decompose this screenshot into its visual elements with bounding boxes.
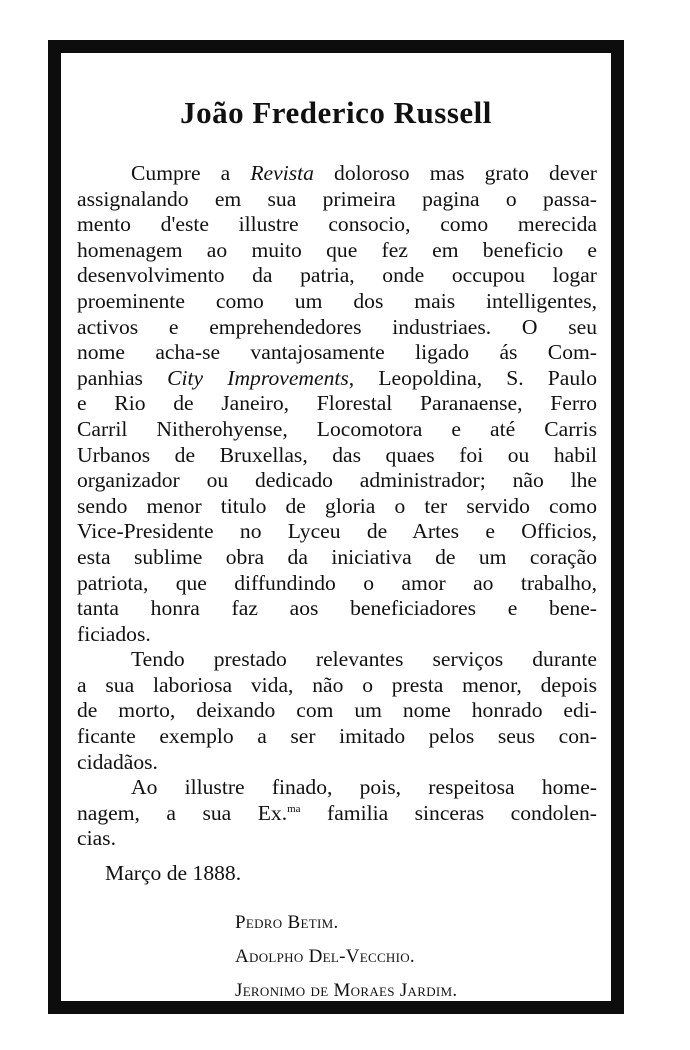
text-line: nome acha-se vantajosamente ligado ás Com- [77,340,597,365]
text-line: tanta honra faz aos beneficiadores e bene- [77,596,597,621]
text-line: Cumpre a Revista doloroso mas grato dever [131,161,598,185]
text-line: organizador ou dedicado administrador; não lhe [77,468,597,493]
text-line: Tendo prestado relevantes serviços durante [131,647,597,672]
text-line: homenagem ao muito que fez em beneficio e [77,237,597,262]
text-line: activos e emprehendedores industriaes. O seu [77,314,597,339]
text-line: Ao illustre finado, pois, respeitosa home- [131,775,597,800]
mourning-border [48,40,624,1014]
text-line: sendo menor titulo de gloria o ter servido como [77,493,597,518]
signature-name: Jeronimo de Moraes Jardim. [235,980,458,1001]
signature-name: Adolpho Del-Vecchio. [235,946,415,967]
text-line: esta sublime obra da iniciativa de um coração [77,544,597,569]
text-line: cidadãos. [77,749,158,774]
text-line: mento d'este illustre consocio, como merecida [77,212,597,237]
text-line: Carril Nitherohyense, Locomotora e até Carris [77,416,597,441]
signature-block [235,906,457,1008]
text-line: desenvolvimento da patria, onde occupou logar [77,263,597,288]
text-line: panhias City Improvements, Leopoldina, S. Paulo [77,365,597,390]
signature-name: Pedro Betim. [235,912,339,933]
text-line: Vice-Presidente no Lyceu de Artes e Officios, [77,519,597,544]
text-line: ficante exemplo a ser imitado pelos seus con- [77,724,597,749]
text-line: e Rio de Janeiro, Florestal Paranaense, Ferro [77,391,597,416]
obituary-title: João Frederico Russell [180,95,492,130]
text-line: a sua laboriosa vida, não o presta menor, depois [77,672,597,697]
text-line: proeminente como um dos mais intelligentes, [77,288,597,313]
text-line: assignalando em sua primeira pagina o passa- [77,186,597,211]
text-line: nagem, a sua Ex.$^{ma}$ familia sinceras condolen- [77,800,597,825]
text-line: Urbanos de Bruxellas, das quaes foi ou habil [77,442,597,467]
obituary-body [77,161,597,852]
obituary-date: Março de 1888. [105,861,242,885]
text-line: patriota, que diffundindo o amor ao trabalho, [77,570,597,595]
text-line: de morto, deixando com um nome honrado edi- [77,698,597,723]
text-line: cias. [77,826,116,851]
text-line: ficiados. [77,621,151,646]
